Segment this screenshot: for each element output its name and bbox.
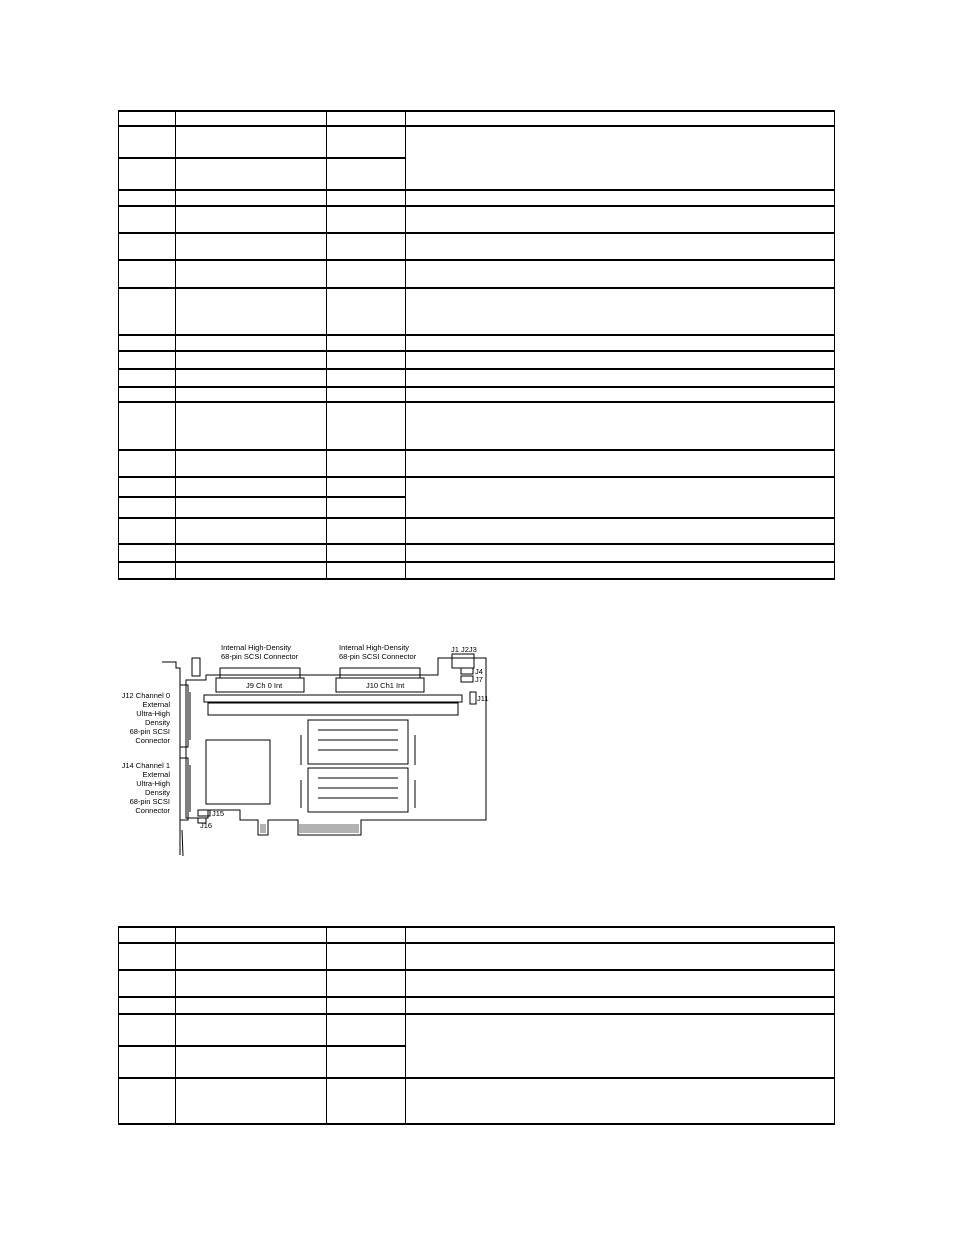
- table-rule: [118, 996, 835, 998]
- table-rule: [118, 334, 835, 336]
- table-rule: [118, 401, 835, 403]
- table-column-rule: [175, 926, 176, 1125]
- label-j10: J10 Ch1 Int: [366, 681, 405, 690]
- label-ext0-2: Ultra-High: [136, 709, 170, 718]
- label-int0-line1: Internal High-Density: [221, 643, 292, 652]
- label-ext0-4: 68-pin SCSI: [129, 727, 170, 736]
- label-j4: J4: [475, 667, 483, 676]
- label-ext0-5: Connector: [135, 736, 170, 745]
- table-rule: [118, 125, 835, 127]
- table-column-rule: [326, 926, 327, 1125]
- table-rule: [118, 386, 835, 388]
- label-ext0-0: J12 Channel 0: [121, 691, 170, 700]
- label-int1-line2: 68-pin SCSI Connector: [339, 652, 417, 661]
- label-ext1-1: External: [142, 770, 170, 779]
- label-j1j2j3: J1 J2J3: [451, 645, 477, 654]
- table-rule: [118, 157, 405, 159]
- table-rule: [118, 110, 835, 112]
- table-rule: [118, 368, 835, 370]
- label-ext1-5: Connector: [135, 806, 170, 815]
- table-rule: [118, 1013, 835, 1015]
- label-j11: J11: [477, 694, 489, 703]
- table-column-rule: [326, 110, 327, 580]
- table-rule: [118, 205, 835, 207]
- int-connector-ch1-top: [340, 668, 420, 678]
- table-column-rule: [834, 110, 835, 580]
- table-rule: [118, 543, 835, 545]
- label-ext1-0: J14 Channel 1: [121, 761, 170, 770]
- table-rule: [118, 969, 835, 971]
- table-rule: [118, 259, 835, 261]
- table-rule: [118, 926, 835, 928]
- table-rule: [118, 449, 835, 451]
- table-rule: [118, 517, 835, 519]
- bracket-tab: [182, 830, 183, 856]
- table-rule: [118, 561, 835, 563]
- table-column-rule: [405, 926, 406, 1125]
- jumper-table-top: [118, 110, 835, 580]
- table-column-rule: [118, 110, 119, 580]
- table-rule: [118, 578, 835, 580]
- board-diagram: [108, 640, 498, 860]
- label-ext1-2: Ultra-High: [136, 779, 170, 788]
- dimm-socket-1: [308, 720, 408, 764]
- table-rule: [118, 287, 835, 289]
- ext-connector-ch0: [180, 685, 188, 747]
- table-rule: [118, 1045, 405, 1047]
- label-ext1-4: 68-pin SCSI: [129, 797, 170, 806]
- label-ext1-3: Density: [144, 788, 170, 797]
- label-j15: J15: [212, 809, 225, 818]
- label-j9: J9 Ch 0 Int: [246, 681, 283, 690]
- label-int0-line2: 68-pin SCSI Connector: [221, 652, 299, 661]
- table-rule: [118, 232, 835, 234]
- label-j16: J16: [200, 821, 213, 830]
- dimm-socket-2: [308, 768, 408, 812]
- ext-connector-ch1: [180, 758, 188, 820]
- table-rule: [118, 1077, 835, 1079]
- label-ext0-3: Density: [144, 718, 170, 727]
- jumper-table-bottom: [118, 926, 835, 1125]
- label-j7: J7: [475, 675, 483, 684]
- label-ext0-1: External: [142, 700, 170, 709]
- table-rule: [118, 942, 835, 944]
- table-rule: [118, 476, 835, 478]
- table-column-rule: [834, 926, 835, 1125]
- table-rule: [118, 189, 835, 191]
- table-column-rule: [118, 926, 119, 1125]
- table-column-rule: [175, 110, 176, 580]
- table-column-rule: [405, 110, 406, 580]
- table-rule: [118, 496, 405, 498]
- table-rule: [118, 350, 835, 352]
- processor-chip: [206, 740, 270, 804]
- int-connector-ch0-top: [220, 668, 300, 678]
- table-rule: [118, 1123, 835, 1125]
- label-int1-line1: Internal High-Density: [339, 643, 410, 652]
